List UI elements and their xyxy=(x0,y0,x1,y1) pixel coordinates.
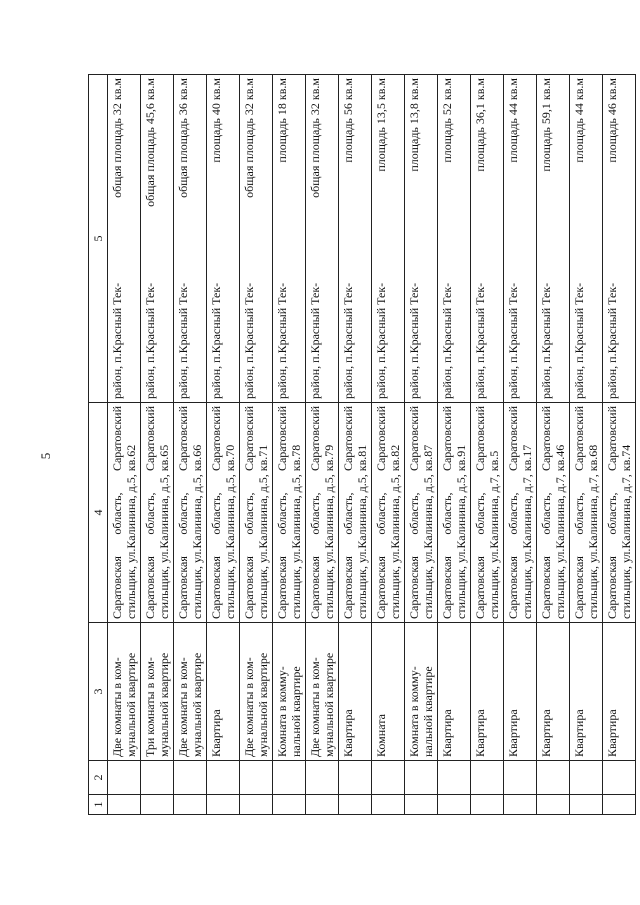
cell-col-2 xyxy=(141,761,174,795)
table-row xyxy=(141,75,174,815)
cell-col-1 xyxy=(240,795,273,815)
cell-area xyxy=(438,75,471,403)
cell-area xyxy=(174,75,207,403)
cell-address-tail: район, п.Красный Тек- xyxy=(110,282,124,399)
property-table xyxy=(88,74,636,815)
cell-area xyxy=(207,75,240,403)
cell-col-2 xyxy=(273,761,306,795)
cell-address: Саратовская область, Саратовский стильщик, ул.Калинина, д.7, кв.5 xyxy=(471,403,504,623)
cell-col-1 xyxy=(339,795,372,815)
cell-object-type: Квартира xyxy=(570,623,603,761)
cell-col-1 xyxy=(141,795,174,815)
table-row xyxy=(207,75,240,815)
cell-address-tail: район, п.Красный Тек- xyxy=(176,282,190,399)
header-col-2: 2 xyxy=(89,761,108,795)
cell-address: Саратовская область, Саратовский стильщик, ул.Калинина, д.5, кв.82 xyxy=(372,403,405,623)
cell-area xyxy=(603,75,636,403)
cell-address: Саратовская область, Саратовский стильщик, ул.Калинина, д.5, кв.65 xyxy=(141,403,174,623)
cell-address: Саратовская область, Саратовский стильщик, ул.Калинина, д.5, кв.81 xyxy=(339,403,372,623)
cell-address-tail: район, п.Красный Тек- xyxy=(506,282,520,399)
table-row xyxy=(372,75,405,815)
cell-area xyxy=(339,75,372,403)
cell-address: Саратовская область, Саратовский стильщик, ул.Калинина, д.5, кв.66 xyxy=(174,403,207,623)
cell-object-type: Комната xyxy=(372,623,405,761)
header-col-5: 5 xyxy=(89,75,108,403)
cell-col-1 xyxy=(174,795,207,815)
cell-address-tail: район, п.Красный Тек- xyxy=(374,282,388,399)
cell-area-value: площадь 13,8 кв.м xyxy=(407,78,421,172)
cell-col-1 xyxy=(603,795,636,815)
cell-col-2 xyxy=(438,761,471,795)
cell-object-type: Квартира xyxy=(603,623,636,761)
cell-area-value: общая площадь 32 кв.м xyxy=(242,78,256,198)
cell-area-value: площадь 59,1 кв.м xyxy=(539,78,553,172)
cell-address: Саратовская область, Саратовский стильщик, ул.Калинина, д.5, кв.70 xyxy=(207,403,240,623)
cell-col-1 xyxy=(273,795,306,815)
cell-address: Саратовская область, Саратовский стильщик, ул.Калинина, д.5, кв.62 xyxy=(108,403,141,623)
header-row xyxy=(89,75,108,815)
cell-col-2 xyxy=(405,761,438,795)
cell-area-value: площадь 44 кв.м xyxy=(506,78,520,163)
cell-col-2 xyxy=(108,761,141,795)
header-col-4: 4 xyxy=(89,403,108,623)
cell-col-2 xyxy=(174,761,207,795)
cell-address-tail: район, п.Красный Тек- xyxy=(440,282,454,399)
header-col-3: 3 xyxy=(89,623,108,761)
cell-area-value: площадь 36,1 кв.м xyxy=(473,78,487,172)
cell-object-type: Две комнаты в ком-мунальной квартире xyxy=(108,623,141,761)
cell-area-value: общая площадь 45,6 кв.м xyxy=(143,78,157,207)
cell-area-value: площадь 52 кв.м xyxy=(440,78,454,163)
cell-col-2 xyxy=(207,761,240,795)
cell-area-value: площадь 56 кв.м xyxy=(341,78,355,163)
cell-col-1 xyxy=(306,795,339,815)
cell-object-type: Две комнаты в ком-мунальной квартире xyxy=(174,623,207,761)
cell-address: Саратовская область, Саратовский стильщик, ул.Калинина, д.5, кв.91 xyxy=(438,403,471,623)
cell-address-tail: район, п.Красный Тек- xyxy=(572,282,586,399)
cell-address-tail: район, п.Красный Тек- xyxy=(539,282,553,399)
cell-col-1 xyxy=(207,795,240,815)
cell-object-type: Квартира xyxy=(504,623,537,761)
cell-area-value: площадь 13,5 кв.м xyxy=(374,78,388,172)
table-row xyxy=(306,75,339,815)
table-row xyxy=(174,75,207,815)
cell-col-1 xyxy=(108,795,141,815)
cell-col-1 xyxy=(372,795,405,815)
cell-area xyxy=(405,75,438,403)
cell-area-value: площадь 46 кв.м xyxy=(605,78,619,163)
cell-area-value: общая площадь 36 кв.м xyxy=(176,78,190,198)
cell-object-type: Две комнаты в ком-мунальной квартире xyxy=(306,623,339,761)
cell-area-value: общая площадь 32 кв.м xyxy=(110,78,124,198)
cell-area xyxy=(240,75,273,403)
cell-address: Саратовская область, Саратовский стильщик, ул.Калинина, д.5, кв.78 xyxy=(273,403,306,623)
cell-area xyxy=(306,75,339,403)
cell-col-2 xyxy=(306,761,339,795)
cell-address-tail: район, п.Красный Тек- xyxy=(275,282,289,399)
cell-object-type: Квартира xyxy=(471,623,504,761)
cell-address-tail: район, п.Красный Тек- xyxy=(143,282,157,399)
cell-address-tail: район, п.Красный Тек- xyxy=(341,282,355,399)
table-row xyxy=(339,75,372,815)
cell-area xyxy=(504,75,537,403)
table-row xyxy=(273,75,306,815)
cell-area xyxy=(570,75,603,403)
table-row xyxy=(504,75,537,815)
cell-col-2 xyxy=(537,761,570,795)
cell-address-tail: район, п.Красный Тек- xyxy=(473,282,487,399)
cell-col-2 xyxy=(471,761,504,795)
cell-col-1 xyxy=(471,795,504,815)
table-row xyxy=(438,75,471,815)
table-row xyxy=(537,75,570,815)
property-table-container xyxy=(88,75,633,815)
cell-col-2 xyxy=(240,761,273,795)
cell-area xyxy=(273,75,306,403)
cell-area-value: площадь 44 кв.м xyxy=(572,78,586,163)
table-row xyxy=(471,75,504,815)
cell-address: Саратовская область, Саратовский стильщик, ул.Калинина, д.7, кв.46 xyxy=(537,403,570,623)
cell-address-tail: район, п.Красный Тек- xyxy=(209,282,223,399)
cell-object-type: Две комнаты в ком-мунальной квартире xyxy=(240,623,273,761)
page-number: 5 xyxy=(38,452,53,460)
cell-object-type: Квартира xyxy=(537,623,570,761)
cell-address: Саратовская область, Саратовский стильщик, ул.Калинина, д.7, кв.17 xyxy=(504,403,537,623)
cell-area xyxy=(372,75,405,403)
cell-col-1 xyxy=(438,795,471,815)
cell-col-2 xyxy=(339,761,372,795)
cell-area xyxy=(471,75,504,403)
cell-area xyxy=(108,75,141,403)
cell-area xyxy=(537,75,570,403)
cell-col-2 xyxy=(570,761,603,795)
cell-area-value: общая площадь 32 кв.м xyxy=(308,78,322,198)
table-row xyxy=(240,75,273,815)
cell-col-1 xyxy=(405,795,438,815)
cell-address: Саратовская область, Саратовский стильщик, ул.Калинина, д.5, кв.79 xyxy=(306,403,339,623)
cell-object-type: Квартира xyxy=(339,623,372,761)
cell-col-2 xyxy=(372,761,405,795)
cell-address: Саратовская область, Саратовский стильщик, ул.Калинина, д.7, кв.74 xyxy=(603,403,636,623)
cell-area xyxy=(141,75,174,403)
cell-object-type: Квартира xyxy=(438,623,471,761)
cell-address-tail: район, п.Красный Тек- xyxy=(605,282,619,399)
cell-address-tail: район, п.Красный Тек- xyxy=(407,282,421,399)
header-col-1: 1 xyxy=(89,795,108,815)
cell-address: Саратовская область, Саратовский стильщик, ул.Калинина, д.5, кв.71 xyxy=(240,403,273,623)
cell-address: Саратовская область, Саратовский стильщик, ул.Калинина, д.5, кв.87 xyxy=(405,403,438,623)
table-row xyxy=(405,75,438,815)
cell-object-type: Комната в комму-нальной квартире xyxy=(273,623,306,761)
table-row xyxy=(570,75,603,815)
cell-col-2 xyxy=(603,761,636,795)
cell-col-1 xyxy=(504,795,537,815)
cell-object-type: Квартира xyxy=(207,623,240,761)
cell-col-2 xyxy=(504,761,537,795)
cell-col-1 xyxy=(570,795,603,815)
cell-area-value: площадь 40 кв.м xyxy=(209,78,223,163)
table-row xyxy=(603,75,636,815)
cell-address-tail: район, п.Красный Тек- xyxy=(242,282,256,399)
cell-object-type: Комната в комму-нальной квартире xyxy=(405,623,438,761)
table-row xyxy=(108,75,141,815)
cell-address-tail: район, п.Красный Тек- xyxy=(308,282,322,399)
cell-area-value: площадь 18 кв.м xyxy=(275,78,289,163)
cell-address: Саратовская область, Саратовский стильщик, ул.Калинина, д.7, кв.68 xyxy=(570,403,603,623)
cell-col-1 xyxy=(537,795,570,815)
cell-object-type: Три комнаты в ком-мунальной квартире xyxy=(141,623,174,761)
